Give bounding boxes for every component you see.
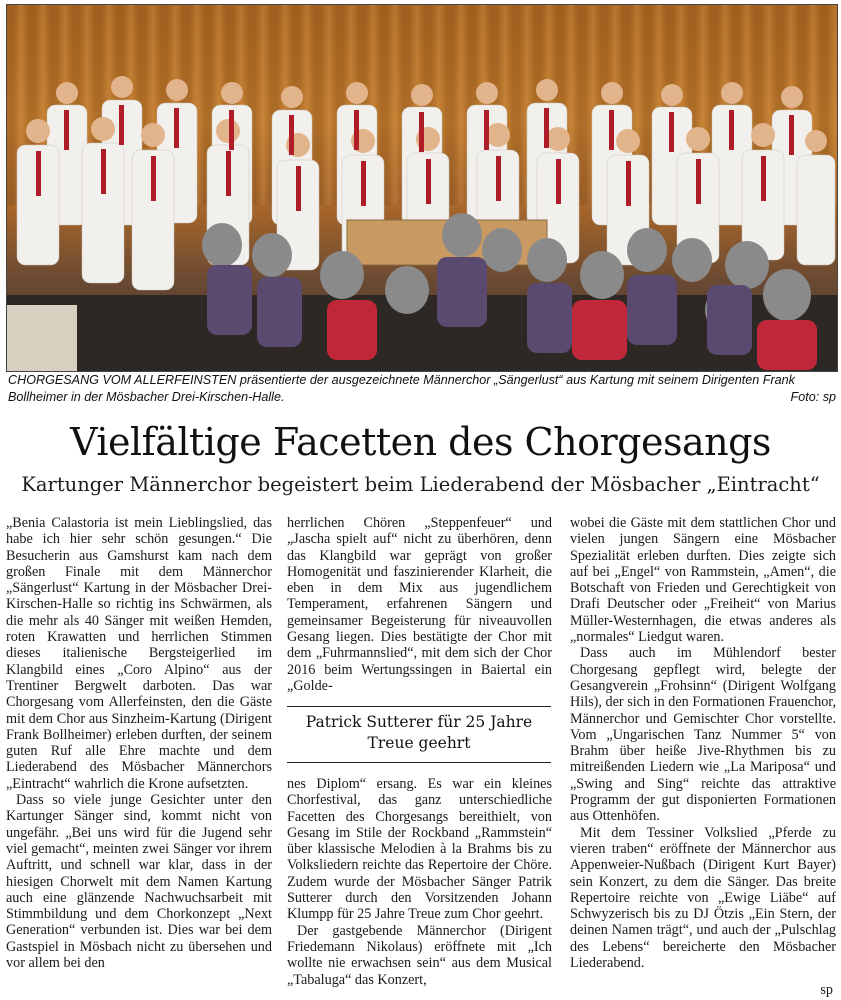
- photo-caption: [8, 372, 836, 406]
- text-column-2-lower: [287, 776, 552, 988]
- text-column-1: [6, 515, 272, 971]
- paragraph: Dass auch im Mühlendorf bester Chorgesang gepflegt wird, belegte der Gesangverein „Frohsinn“ (Dirigent Wolfgang Hils), der sich in den Formationen Frauenchor, Männerchor und Gemischter Chor vorstellte. Vom „Ungarischen Tanz Nummer 5“ von Brahm über heiße Jive-Rhythmen bis zu mitreißenden Liedern wie „La Mariposa“ und „Swing and Sing“ reichte das attraktive Programm der gut disponierten Formationen aus Ottenhöfen.: [570, 645, 836, 825]
- photo-credit: Foto: sp: [790, 390, 836, 404]
- box-bottom-rule: [287, 762, 551, 763]
- audience-illustration: [7, 205, 837, 371]
- paragraph: wobei die Gäste mit dem stattlichen Chor und vielen jungen Sängern eine Mösbacher Spezialität erleben durften. Dies zeigte sich auf bei „Engel“ von Rammstein, „Amen“, die Botschaft von Frieden und Gerechtigkeit von Drafi Deutscher oder „Freiheit“ von Marius Müller-Westernhagen, die etwas anderes als „normales“ Liedgut waren.: [570, 515, 836, 646]
- author-signature: sp: [820, 982, 833, 998]
- text-column-3: [570, 515, 836, 971]
- box-top-rule: [287, 706, 551, 707]
- caption-lead: CHORGESANG VOM ALLERFEINSTEN: [8, 373, 237, 387]
- paragraph: herrlichen Chören „Steppenfeuer“ und „Jascha spielt auf“ nicht zu überhören, denn das Klangbild war geprägt von großer Homogenität und faszinierender Klarheit, die eben in dem Mix aus jugendlichem Temperament, erfahrenen Sängern und gemeinsamer Begeisterung für niveauvollen Gesang liegen. Dies bestätigte der Chor mit dem „Fuhrmannslied“, mit dem sich der Chor 2016 beim Wertungssingen in Baiertal ein „Golde-: [287, 515, 552, 694]
- article-photo: [6, 4, 838, 372]
- paragraph: Mit dem Tessiner Volkslied „Pferde zu vieren traben“ eröffnete der Männerchor aus Appenweier-Nußbach (Dirigent Kurt Bayer) sein Konzert, zu dem die Sänger. Das breite Repertoire reichte von „Ewige Liäbe“ auf Schwyzerisch bis zu DJ Ötzis „Ein Stern, der deinen Namen trägt“, und auch der „Pulschlag des Lebens“ bereicherte den Mösbacher Liederabend.: [570, 824, 836, 972]
- paragraph: Dass so viele junge Gesichter unter den Kartunger Sänger sind, kommt nicht von ungefähr. „Bei uns wird für die Jugend sehr viel gemacht“, meinten zwei Sänger vor ihrem Auftritt, und schnell war klar, dass in der hiesigen Chorwelt mit dem Namen Kartung auch eine glänzende Nachwuchsarbeit mit Stimmbildung und dem Chorkonzept „Next Generation“ verbunden ist. Dies war bei dem Gastspiel in Mösbach nicht zu übersehen und vor allem bei den: [6, 792, 272, 972]
- subheading-box: Patrick Sutterer für 25 Jahre Treue geehrt: [305, 713, 533, 752]
- article-headline: Vielfältige Facetten des Chorgesangs: [70, 420, 771, 464]
- caption-text: präsentierte der ausgezeichnete Männerchor „Sängerlust“ aus Kartung mit seinem Dirigenten Frank Bollheimer in der Mösbacher Drei-Kirschen-Halle.: [8, 373, 795, 404]
- text-column-2-upper: [287, 515, 552, 694]
- paragraph: „Benia Calastoria ist mein Lieblingslied, das habe ich hier sehr schön gesungen.“ Die Besucherin aus Gamshurst kam nach dem großen Finale mit dem Männerchor „Sängerlust“ Kartung in der Mösbacher Drei-Kirschen-Halle so richtig ins Schwärmen, als die mehr als 40 Sänger mit weißen Hemden, roten Krawatten und herrlichen Stimmen dieses italienische Bergsteigerlied im Klangbild eines „Coro Alpino“ aus der Trentiner Bergwelt darboten. Das war Chorgesang vom Allerfeinsten, den die Gäste mit dem Chor aus Sinzheim-Kartung (Dirigent Frank Bollheimer) erleben durften, der seinem guten Ruf alle Ehre machte und dem Liederabend des Mösbacher Männerchors „Eintracht“ wahrlich die Krone aufsetzten.: [6, 515, 272, 792]
- article-subheadline: Kartunger Männerchor begeistert beim Liederabend der Mösbacher „Eintracht“: [21, 473, 820, 496]
- paragraph: Der gastgebende Männerchor (Dirigent Friedemann Nikolaus) eröffnete mit „Ich wollte nie erwachsen sein“ aus dem Musical „Tabaluga“ das Konzert,: [287, 922, 552, 988]
- paragraph: nes Diplom“ ersang. Es war ein kleines Chorfestival, das ganz unterschiedliche Facetten des Chorgesangs bereithielt, von Gesang im Stile der Rockband „Rammstein“ über klassische Melodien à la Brahms bis zu Volksliedern reichte das Repertoire der Chöre. Zudem wurde der Mösbacher Sänger Patrik Sutterer durch den Vorsitzenden Johann Klumpp für 25 Jahre Treue zum Chor geehrt.: [287, 776, 552, 923]
